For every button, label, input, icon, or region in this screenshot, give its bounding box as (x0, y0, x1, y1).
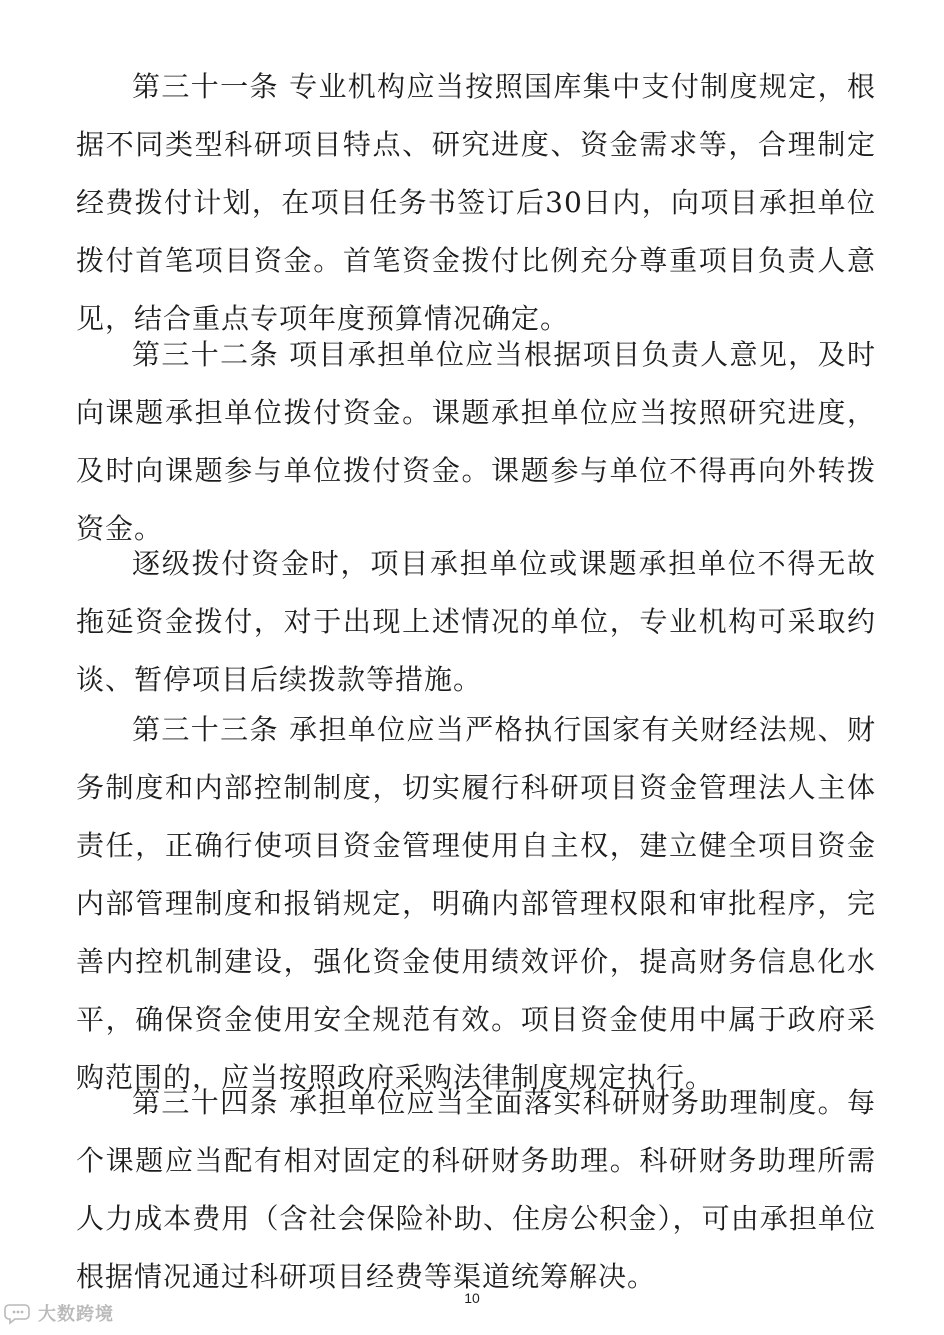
article-34-paragraph: 第三十四条 承担单位应当全面落实科研财务助理制度。每个课题应当配有相对固定的科研财务助理。科研财务助理所需人力成本费用（含社会保险补助、住房公积金），可由承担单位根据情况通过科研项目经费等渠道统筹解决。 (76, 1086, 876, 1293)
chat-bubble-icon (4, 1301, 34, 1325)
article-32-continuation-paragraph: 逐级拨付资金时，项目承担单位或课题承担单位不得无故拖延资金拨付，对于出现上述情况的单位，专业机构可采取约谈、暂停项目后续拨款等措施。 (76, 547, 876, 696)
watermark (4, 1300, 114, 1326)
article-32-paragraph: 第三十二条 项目承担单位应当根据项目负责人意见，及时向课题承担单位拨付资金。课题承担单位应当按照研究进度，及时向课题参与单位拨付资金。课题参与单位不得再向外转拨资金。 (76, 338, 876, 545)
article-33-paragraph: 第三十三条 承担单位应当严格执行国家有关财经法规、财务制度和内部控制制度，切实履行科研项目资金管理法人主体责任，正确行使项目资金管理使用自主权，建立健全项目资金内部管理制度和报销规定，明确内部管理权限和审批程序，完善内控机制建设，强化资金使用绩效评价，提高财务信息化水平，确保资金使用安全规范有效。项目资金使用中属于政府采购范围的，应当按照政府采购法律制度规定执行。 (76, 713, 876, 1094)
watermark-text: 大数跨境 (38, 1304, 114, 1325)
article-31-paragraph: 第三十一条 专业机构应当按照国库集中支付制度规定，根据不同类型科研项目特点、研究进度、资金需求等，合理制定经费拨付计划，在项目任务书签订后30日内，向项目承担单位拨付首笔项目资金。首笔资金拨付比例充分尊重项目负责人意见，结合重点专项年度预算情况确定。 (76, 70, 876, 335)
page-number: 10 (464, 1290, 480, 1306)
